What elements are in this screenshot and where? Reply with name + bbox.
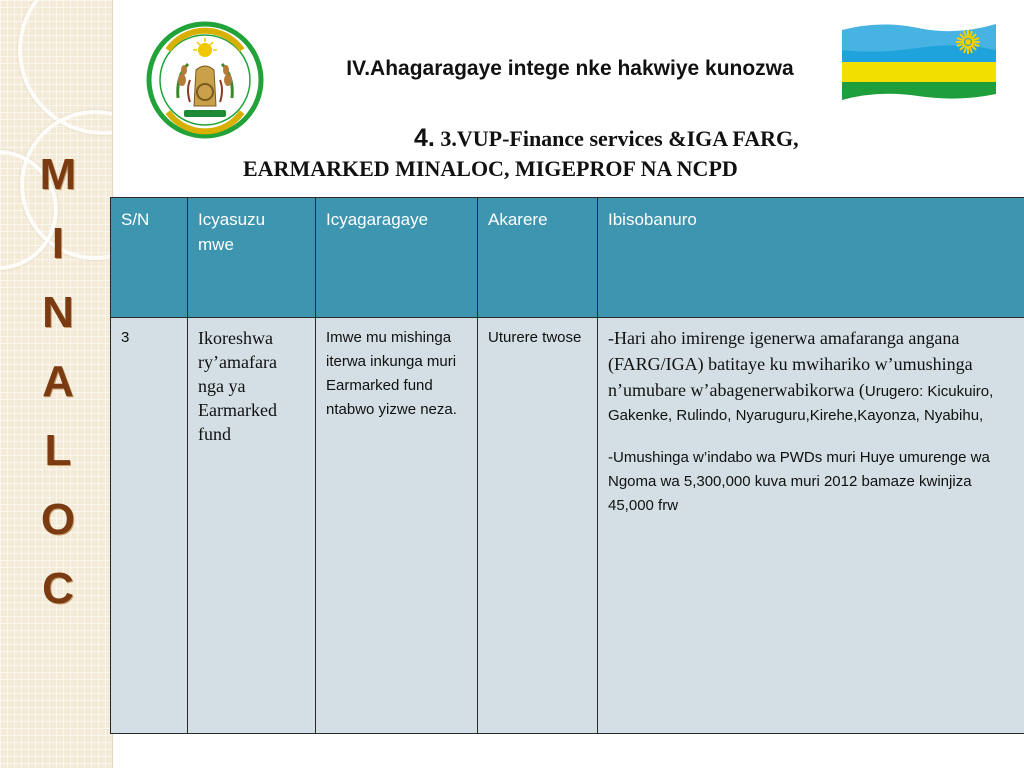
sidebar-letter: M: [39, 150, 77, 199]
cell-icyagaragaye: Imwe mu mishinga iterwa inkunga muri Earmarked fund ntabwo yizwe neza.: [316, 318, 478, 734]
rwanda-flag-icon: [840, 20, 997, 104]
vertical-minaloc-word: [26, 140, 90, 623]
cell-sn: 3: [111, 318, 188, 734]
sidebar-letter: A: [42, 357, 74, 406]
table-header-row: [111, 198, 1024, 318]
table-row: [111, 318, 1024, 734]
subheading-number: 4.: [414, 124, 435, 152]
slide-subheading: [230, 123, 950, 184]
sidebar-letter: C: [42, 564, 74, 613]
column-header-ibisobanuro: Ibisobanuro: [598, 198, 1024, 318]
sidebar-letter: O: [40, 495, 76, 544]
cell-ibisobanuro: [598, 318, 1024, 734]
column-header-icyasuzumwe: Icyasuzu mwe: [188, 198, 316, 318]
subheading-text: 3.VUP-Finance services &IGA FARG,: [440, 126, 799, 151]
subheading-line-2: EARMARKED MINALOC, MIGEPROF NA NCPD: [243, 156, 738, 181]
ibisobanuro-text-serif: -Hari aho imirenge igenerwa amafaranga angana (FARG/IGA) batitaye ku mwihariko w’umushinga n’umubare w’abagenerwabikorwa (: [608, 328, 973, 400]
sidebar-decoration: [0, 0, 113, 768]
sidebar-letter: I: [51, 219, 65, 268]
ibisobanuro-paragraph-1: [608, 326, 1014, 428]
sidebar-letter: L: [44, 426, 72, 475]
sidebar-letter: N: [42, 288, 74, 337]
subheading-line-1: [230, 123, 950, 154]
findings-table: [110, 197, 1024, 734]
ibisobanuro-paragraph-2: -Umushinga w’indabo wa PWDs muri Huye umurenge wa Ngoma wa 5,300,000 kuva muri 2012 bamaze kwinjiza 45,000 frw: [608, 449, 990, 514]
column-header-akarere: Akarere: [478, 198, 598, 318]
column-header-icyagaragaye: Icyagaragaye: [316, 198, 478, 318]
cell-icyasuzumwe: Ikoreshwa ry’amafara nga ya Earmarked fund: [188, 318, 316, 734]
ibisobanuro-text-example: Urugero: Kicukuiro, Gakenke, Rulindo, Nyaruguru,Kirehe,Kayonza, Nyabihu,: [608, 383, 994, 424]
column-header-sn: S/N: [111, 198, 188, 318]
slide-heading: IV.Ahagaragaye intege nke hakwiye kunozwa: [346, 57, 794, 80]
cell-akarere: Uturere twose: [478, 318, 598, 734]
